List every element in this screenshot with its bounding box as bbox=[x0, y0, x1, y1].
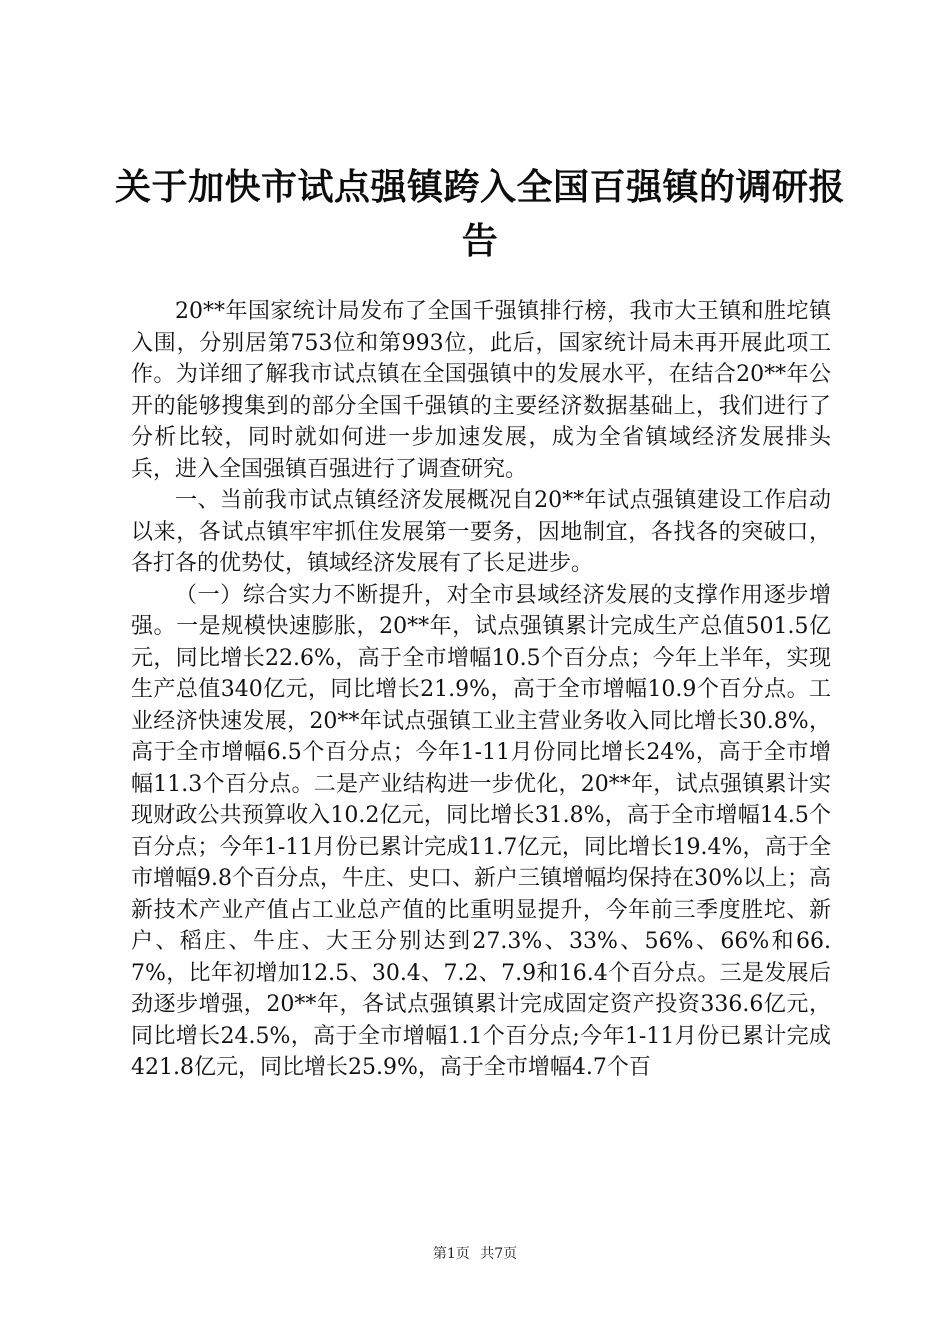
paragraph-intro: 20**年国家统计局发布了全国千强镇排行榜，我市大王镇和胜坨镇入围，分别居第753位和第993位，此后，国家统计局未再开展此项工作。为详细了解我市试点镇在全国强镇中的发展水平，在结合20**年公开的能够搜集到的部分全国千强镇的主要经济数据基础上，我们进行了分析比较，同时就如何进一步加速发展，成为全省镇域经济发展排头兵，进入全国强镇百强进行了调查研究。 bbox=[131, 299, 831, 482]
paragraph-section-one: 一、当前我市试点镇经济发展概况自20**年试点强镇建设工作启动以来，各试点镇牢牢抓住发展第一要务，因地制宜，各找各的突破口，各打各的优势仗，镇域经济发展有了长足进步。 bbox=[131, 488, 831, 576]
page-number: 第1页 bbox=[432, 1246, 470, 1262]
document-body bbox=[131, 296, 831, 1084]
paragraph-subsection-one: （一）综合实力不断提升，对全市县域经济发展的支撑作用逐步增强。一是规模快速膨胀，20**年，试点强镇累计完成生产总值501.5亿元，同比增长22.6%，高于全市增幅10.5个百分点；今年上半年，实现生产总值340亿元，同比增长21.9%，高于全市增幅10.9个百分点。工业经济快速发展，20**年试点强镇工业主营业务收入同比增长30.8%，高于全市增幅6.5个百分点；今年1-11月份同比增长24%，高于全市增幅11.3个百分点。二是产业结构进一步优化，20**年，试点强镇累计实现财政公共预算收入10.2亿元，同比增长31.8%，高于全市增幅14.5个百分点；今年1-11月份已累计完成11.7亿元，同比增长19.4%，高于全市增幅9.8个百分点，牛庄、史口、新户三镇增幅均保持在30%以上；高新技术产业产值占工业总产值的比重明显提升，今年前三季度胜坨、新户、稻庄、牛庄、大王分别达到27.3%、33%、56%、66%和66.7%，比年初增加12.5、30.4、7.2、7.9和16.4个百分点。三是发展后劲逐步增强，20**年，各试点强镇累计完成固定资产投资336.6亿元，同比增长24.5%，高于全市增幅1.1个百分点;今年1-11月份已累计完成421.8亿元，同比增长25.9%，高于全市增幅4.7个百 bbox=[131, 582, 831, 1080]
page-total: 共7页 bbox=[480, 1246, 518, 1262]
page-footer bbox=[0, 1243, 950, 1263]
document-title: 关于加快市试点强镇跨入全国百强镇的调研报告 bbox=[114, 166, 845, 262]
